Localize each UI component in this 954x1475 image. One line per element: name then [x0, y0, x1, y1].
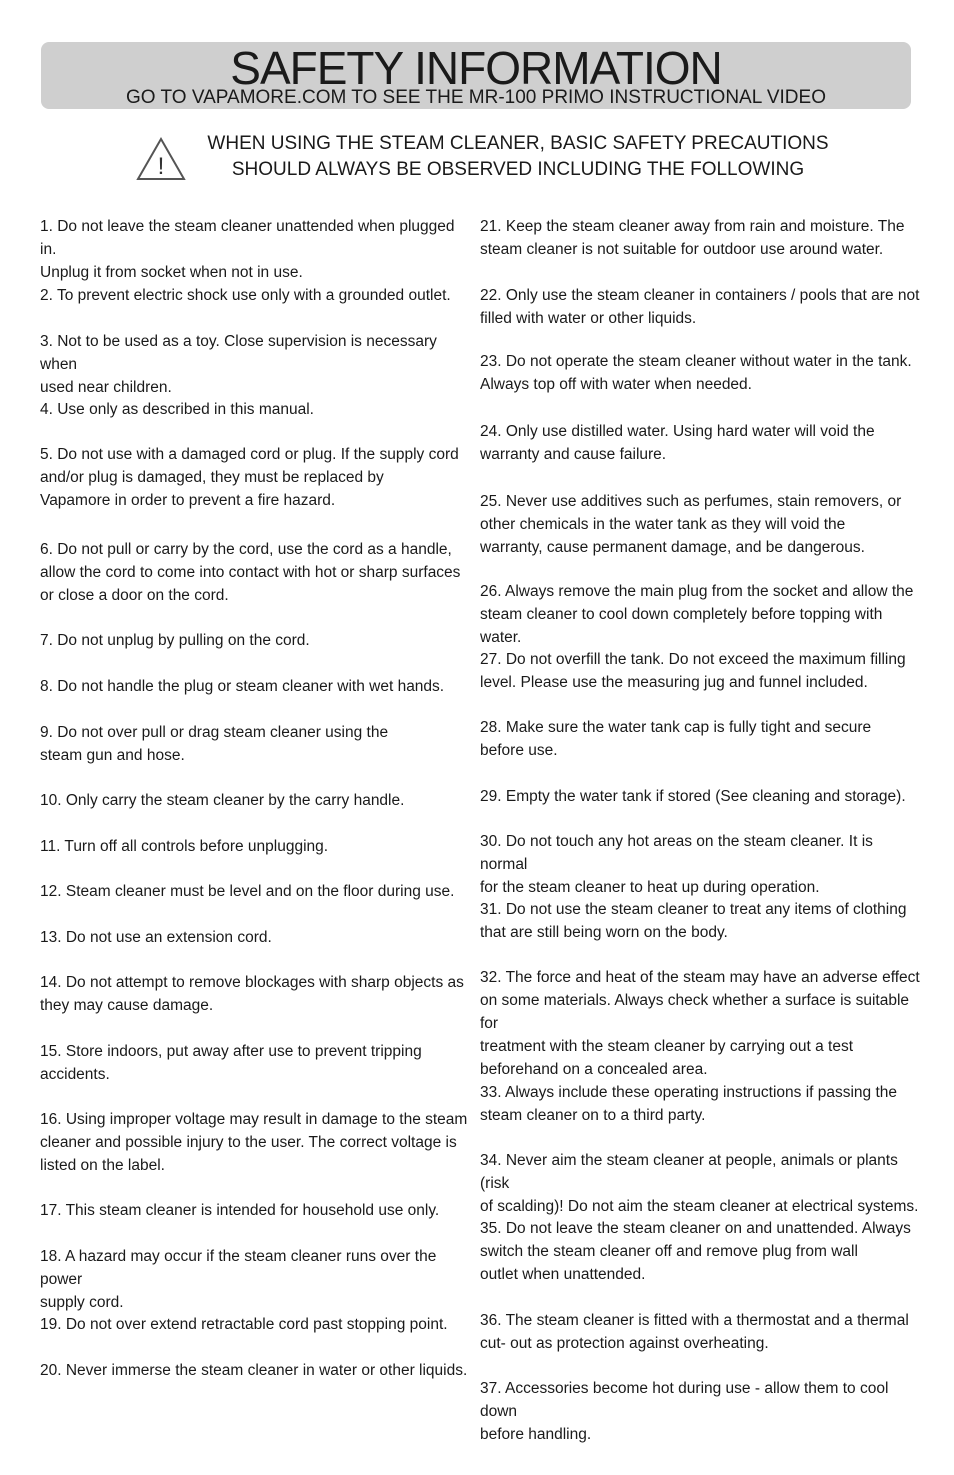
safety-item-line: steam cleaner is not suitable for outdoor use around water. [480, 241, 884, 258]
safety-item-line: 29. Empty the water tank if stored (See cleaning and storage). [480, 788, 906, 805]
safety-item-line: 15. Store indoors, put away after use to prevent tripping [40, 1043, 422, 1060]
safety-item-line: 19. Do not over extend retractable cord past stopping point. [40, 1316, 448, 1333]
safety-item-8 [40, 675, 470, 698]
safety-item-line: 9. Do not over pull or drag steam cleaner using the [40, 724, 389, 741]
svg-text:!: ! [157, 153, 165, 180]
safety-item-1 [40, 215, 470, 284]
warning-line-1: WHEN USING THE STEAM CLEANER, BASIC SAFETY PRECAUTIONS [207, 133, 829, 154]
safety-item-line: treatment with the steam cleaner by carrying out a test [480, 1038, 854, 1055]
safety-item-line: 11. Turn off all controls before unplugging. [40, 838, 329, 855]
safety-item-line: other chemicals in the water tank as they will void the [480, 516, 846, 533]
safety-item-line: 20. Never immerse the steam cleaner in water or other liquids. [40, 1362, 468, 1379]
safety-item-13 [40, 926, 470, 949]
safety-item-line: warranty and cause failure. [480, 446, 667, 463]
warning-triangle-icon [136, 137, 186, 181]
safety-item-line: used near children. [40, 379, 172, 396]
safety-item-20 [40, 1359, 470, 1382]
safety-item-line: 23. Do not operate the steam cleaner without water in the tank. [480, 353, 912, 370]
safety-item-line: on some materials. Always check whether a surface is suitable for [480, 992, 910, 1032]
safety-item-line: 8. Do not handle the plug or steam cleaner with wet hands. [40, 678, 445, 695]
safety-item-34 [480, 1149, 920, 1218]
safety-item-19 [40, 1313, 470, 1336]
safety-item-line: allow the cord to come into contact with hot or sharp surfaces [40, 564, 461, 581]
safety-item-line: 4. Use only as described in this manual. [40, 401, 314, 418]
safety-item-line: 26. Always remove the main plug from the socket and allow the [480, 583, 914, 600]
safety-item-12 [40, 880, 470, 903]
safety-item-10 [40, 789, 470, 812]
safety-item-2 [40, 284, 470, 307]
safety-item-line: 27. Do not overfill the tank. Do not exceed the maximum filling [480, 651, 906, 668]
safety-item-line: 16. Using improper voltage may result in damage to the steam [40, 1111, 468, 1128]
safety-item-line: warranty, cause permanent damage, and be dangerous. [480, 539, 865, 556]
safety-item-32 [480, 966, 920, 1081]
safety-item-line: steam gun and hose. [40, 747, 185, 764]
safety-item-27 [480, 648, 920, 694]
safety-item-36 [480, 1309, 920, 1355]
safety-item-18 [40, 1245, 470, 1314]
safety-item-line: level. Please use the measuring jug and funnel included. [480, 674, 868, 691]
safety-item-line: accidents. [40, 1066, 110, 1083]
safety-item-line: 33. Always include these operating instructions if passing the [480, 1084, 898, 1101]
safety-item-line: they may cause damage. [40, 997, 214, 1014]
safety-item-line: 18. A hazard may occur if the steam cleaner runs over the power [40, 1248, 437, 1288]
safety-item-line: 35. Do not leave the steam cleaner on and unattended. Always [480, 1220, 911, 1237]
safety-item-16 [40, 1108, 470, 1177]
safety-item-line: 25. Never use additives such as perfumes, stain removers, or [480, 493, 902, 510]
safety-item-line: listed on the label. [40, 1157, 165, 1174]
safety-item-26 [480, 580, 920, 649]
safety-item-line: 2. To prevent electric shock use only with a grounded outlet. [40, 287, 451, 304]
warning-line-2: SHOULD ALWAYS BE OBSERVED INCLUDING THE FOLLOWING [231, 159, 805, 180]
safety-item-line: 14. Do not attempt to remove blockages with sharp objects as [40, 974, 464, 991]
page-subtitle: GO TO VAPAMORE.COM TO SEE THE MR-100 PRIMO INSTRUCTIONAL VIDEO [126, 87, 826, 108]
safety-item-line: Unplug it from socket when not in use. [40, 264, 303, 281]
safety-item-line: 6. Do not pull or carry by the cord, use the cord as a handle, [40, 541, 452, 558]
safety-item-line: Vapamore in order to prevent a fire hazard. [40, 492, 336, 509]
safety-item-31 [480, 898, 920, 944]
safety-item-line: 12. Steam cleaner must be level and on the floor during use. [40, 883, 455, 900]
page-title: SAFETY INFORMATION [230, 42, 722, 94]
safety-item-line: 3. Not to be used as a toy. Close supervision is necessary when [40, 333, 437, 373]
safety-item-6 [40, 538, 470, 607]
safety-item-3 [40, 330, 470, 399]
safety-item-line: 32. The force and heat of the steam may have an adverse effect [480, 969, 920, 986]
safety-item-line: Always top off with water when needed. [480, 376, 752, 393]
safety-item-24 [480, 420, 920, 466]
safety-item-line: 21. Keep the steam cleaner away from rain and moisture. The [480, 218, 905, 235]
safety-item-line: steam cleaner to cool down completely before topping with water. [480, 606, 883, 646]
safety-item-line: 22. Only use the steam cleaner in containers / pools that are not [480, 287, 920, 304]
safety-item-7 [40, 629, 470, 652]
warning-notice [130, 131, 850, 187]
safety-item-line: cleaner and possible injury to the user. The correct voltage is [40, 1134, 457, 1151]
safety-item-line: 28. Make sure the water tank cap is fully tight and secure [480, 719, 872, 736]
safety-item-line: steam cleaner on to a third party. [480, 1107, 706, 1124]
safety-item-line: 36. The steam cleaner is fitted with a thermostat and a thermal [480, 1312, 909, 1329]
safety-item-line: 7. Do not unplug by pulling on the cord. [40, 632, 310, 649]
safety-item-line: supply cord. [40, 1294, 124, 1311]
safety-item-14 [40, 971, 470, 1017]
safety-item-28 [480, 716, 920, 762]
safety-item-line: 24. Only use distilled water. Using hard water will void the [480, 423, 875, 440]
safety-item-line: or close a door on the cord. [40, 587, 229, 604]
header-banner [41, 42, 911, 109]
safety-item-11 [40, 835, 470, 858]
safety-item-line: switch the steam cleaner off and remove plug from wall [480, 1243, 858, 1260]
safety-item-line: 37. Accessories become hot during use - allow them to cool down [480, 1380, 889, 1420]
safety-item-line: before use. [480, 742, 558, 759]
safety-item-line: 30. Do not touch any hot areas on the steam cleaner. It is normal [480, 833, 873, 873]
safety-item-line: 34. Never aim the steam cleaner at people, animals or plants (risk [480, 1152, 898, 1192]
safety-item-23 [480, 350, 920, 396]
safety-item-5 [40, 443, 470, 512]
safety-item-30 [480, 830, 920, 899]
safety-item-25 [480, 490, 920, 559]
safety-item-22 [480, 284, 920, 330]
safety-item-line: 1. Do not leave the steam cleaner unattended when plugged in. [40, 218, 455, 258]
safety-item-line: beforehand on a concealed area. [480, 1061, 708, 1078]
safety-item-line: for the steam cleaner to heat up during operation. [480, 879, 820, 896]
safety-item-15 [40, 1040, 470, 1086]
safety-item-line: 13. Do not use an extension cord. [40, 929, 272, 946]
safety-item-line: filled with water or other liquids. [480, 310, 697, 327]
safety-item-line: cut- out as protection against overheating. [480, 1335, 769, 1352]
safety-item-line: before handling. [480, 1426, 592, 1443]
safety-item-line: that are still being worn on the body. [480, 924, 728, 941]
safety-item-line: 17. This steam cleaner is intended for household use only. [40, 1202, 440, 1219]
safety-item-17 [40, 1199, 470, 1222]
safety-item-line: of scalding)! Do not aim the steam cleaner at electrical systems. [480, 1198, 919, 1215]
safety-item-37 [480, 1377, 920, 1446]
safety-item-line: 5. Do not use with a damaged cord or plug. If the supply cord [40, 446, 459, 463]
safety-item-29 [480, 785, 920, 808]
warning-text [188, 131, 848, 183]
safety-item-33 [480, 1081, 920, 1127]
safety-item-line: 10. Only carry the steam cleaner by the carry handle. [40, 792, 405, 809]
safety-item-9 [40, 721, 470, 767]
safety-item-4 [40, 398, 470, 421]
safety-item-line: 31. Do not use the steam cleaner to treat any items of clothing [480, 901, 907, 918]
safety-item-21 [480, 215, 920, 261]
safety-item-line: outlet when unattended. [480, 1266, 646, 1283]
safety-item-line: and/or plug is damaged, they must be replaced by [40, 469, 384, 486]
safety-item-35 [480, 1217, 920, 1286]
